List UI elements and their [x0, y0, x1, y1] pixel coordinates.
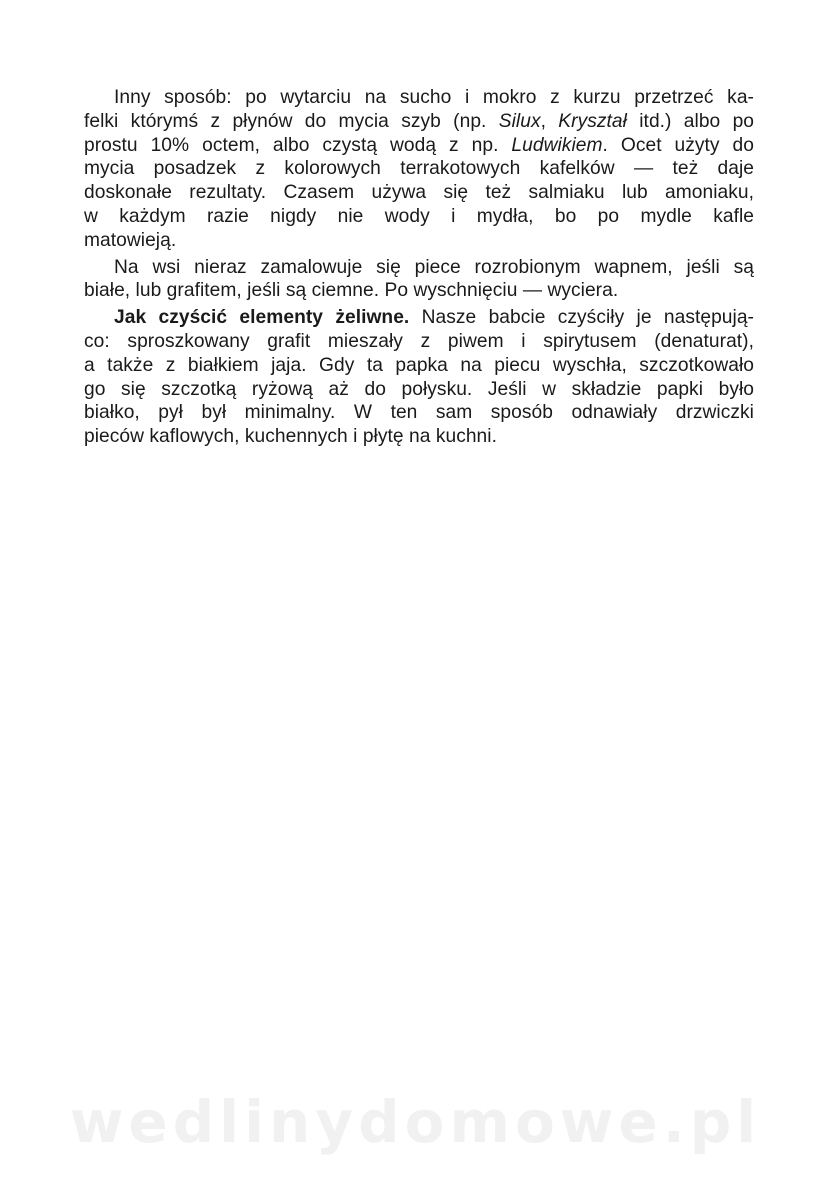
brand-name: Silux: [498, 110, 541, 132]
text-line: [84, 330, 754, 354]
text-line: [84, 205, 754, 229]
section-heading: Jak czyścić elementy żeliwne.: [114, 307, 410, 329]
brand-name: Ludwikiem: [511, 134, 603, 156]
text-line: [84, 229, 754, 253]
text-segment: prostu 10% octem, albo czystą wodą z np.: [84, 134, 512, 156]
text-segment: a także z białkiem jaja. Gdy ta papka na piecu wyschła, szczotkowało: [84, 354, 754, 376]
text-segment: Inny sposób: po wytarciu na sucho i mokro z kurzu przetrzeć ka-: [114, 87, 754, 108]
text-line: [84, 378, 754, 402]
watermark-text: wedlinydomowe.pl: [69, 1088, 762, 1156]
text-segment: co: sproszkowany grafit mieszały z piwem i spirytusem (denaturat),: [84, 330, 754, 352]
document-body: [84, 86, 754, 452]
text-segment: go się szczotką ryżową aż do połysku. Jeśli w składzie papki było: [84, 378, 754, 400]
paragraph-2: [84, 256, 754, 304]
paragraph-1: [84, 86, 754, 253]
text-segment: mycia posadzek z kolorowych terrakotowych kafelków — też daje: [84, 158, 754, 180]
text-segment: białe, lub grafitem, jeśli są ciemne. Po wyschnięciu — wyciera.: [84, 280, 619, 302]
text-segment: białko, pył był minimalny. W ten sam sposób odnawiały drzwiczki: [84, 402, 754, 424]
text-line: [84, 256, 754, 280]
text-segment: matowieją.: [84, 229, 177, 251]
text-line: [84, 181, 754, 205]
paragraph-3: [84, 306, 754, 449]
text-line: [84, 279, 754, 303]
text-line: [84, 425, 754, 449]
text-segment: felki którymś z płynów do mycia szyb (np.: [84, 110, 499, 132]
text-segment: w każdym razie nigdy nie wody i mydła, bo po mydle kafle: [84, 205, 754, 227]
text-line: [84, 110, 754, 134]
text-segment: Nasze babcie czyściły je następują-: [409, 307, 754, 329]
text-segment: Na wsi nieraz zamalowuje się piece rozrobionym wapnem, jeśli są: [114, 256, 754, 278]
text-line: [84, 86, 754, 110]
text-line: [84, 134, 754, 158]
text-segment: itd.) albo po: [626, 110, 755, 132]
text-segment: doskonałe rezultaty. Czasem używa się też salmiaku lub amoniaku,: [84, 182, 754, 204]
text-line: [84, 354, 754, 378]
text-line: [84, 401, 754, 425]
text-line: [84, 157, 754, 181]
text-segment: . Ocet użyty do: [602, 134, 754, 156]
text-line: [84, 306, 754, 330]
brand-name: Kryształ: [558, 110, 627, 132]
text-segment: ,: [540, 110, 559, 132]
text-segment: pieców kaflowych, kuchennych i płytę na kuchni.: [84, 426, 497, 448]
